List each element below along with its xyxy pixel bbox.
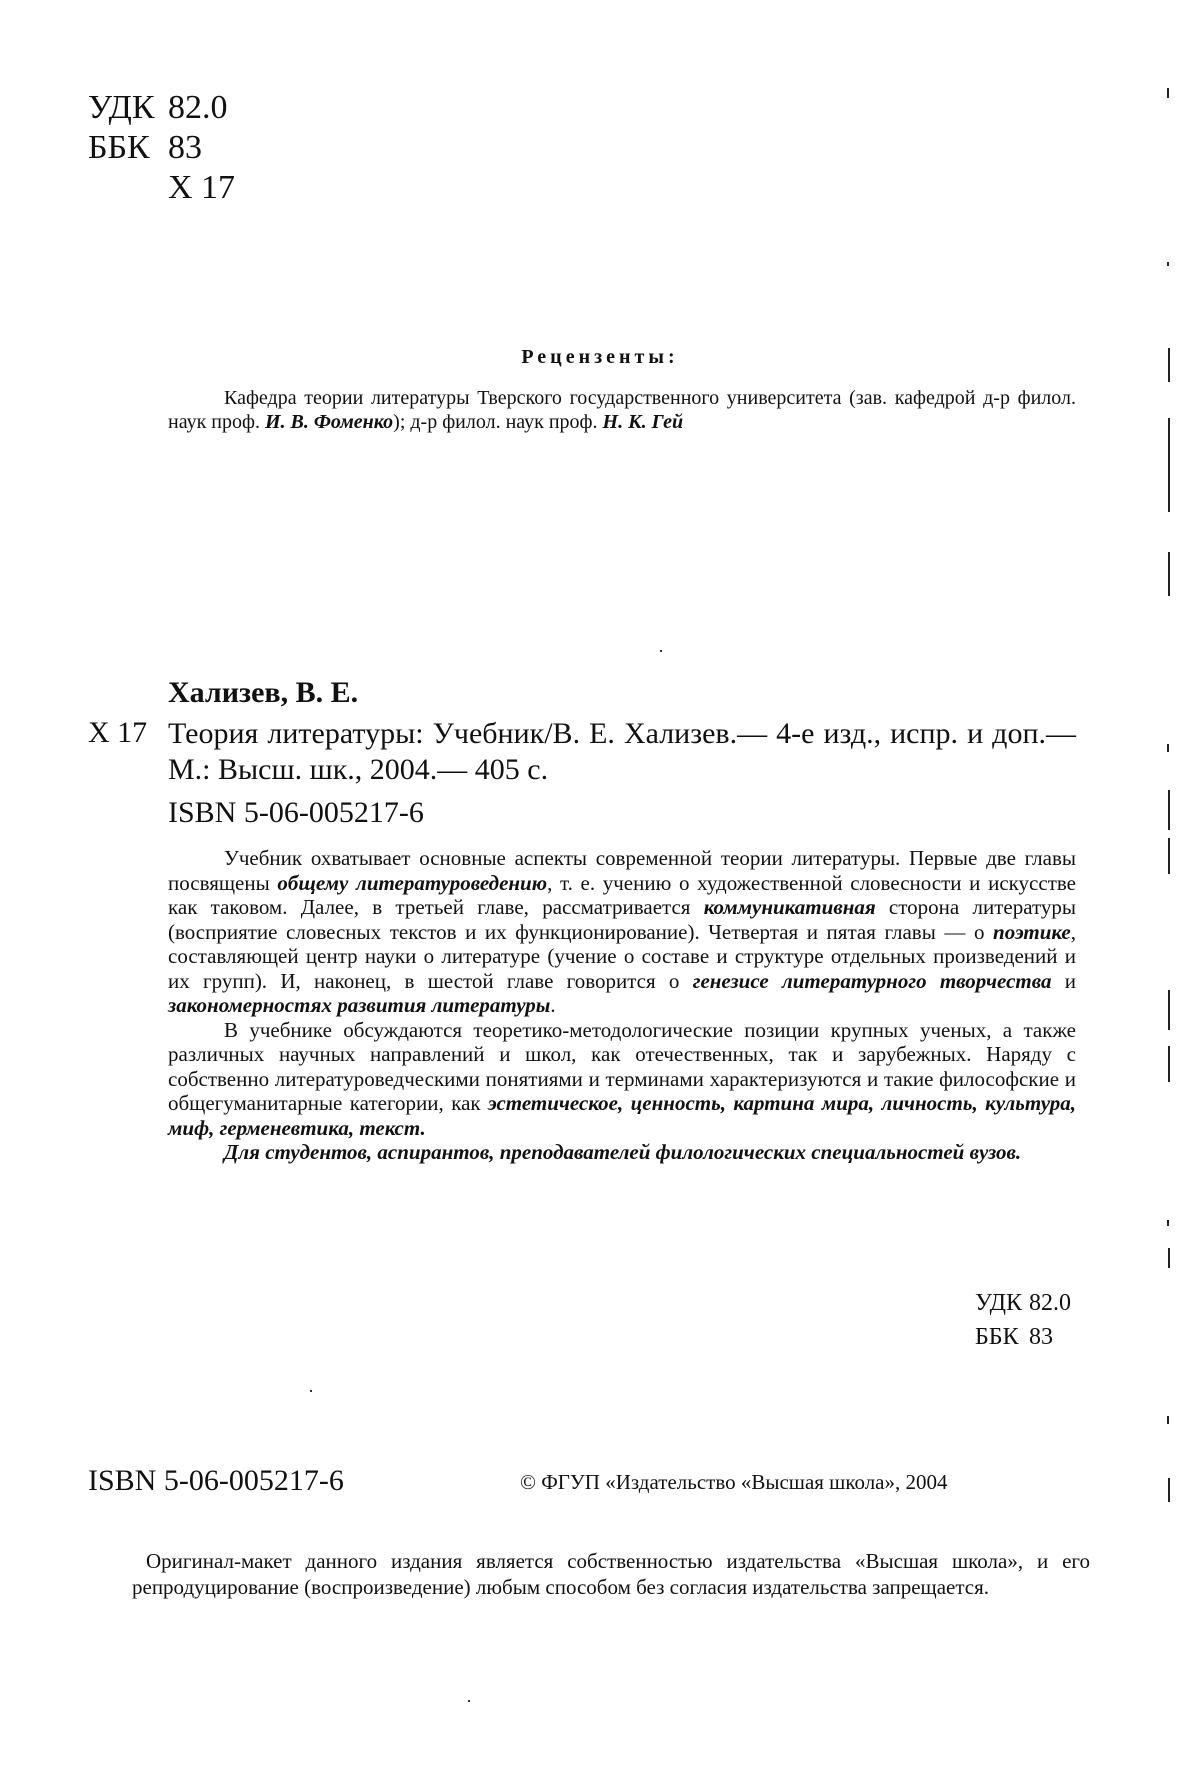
bbk-label-bottom: ББК — [975, 1324, 1019, 1350]
ann-p3-em: Для студентов, аспирантов, преподавателей филологических специальностей вузов. — [224, 1140, 1022, 1164]
ann-p1-em1: общему литературоведению — [277, 870, 548, 895]
ann-p1-a: Учебник охватывает основные аспекты современной теории литературы. Первые две главы посвящены — [168, 846, 1076, 895]
scan-mark — [1167, 262, 1169, 266]
scan-mark — [1168, 552, 1170, 596]
annotation-paragraph-3 — [168, 1140, 1076, 1165]
scan-mark — [1167, 88, 1169, 98]
scan-mark — [1168, 1046, 1170, 1082]
scan-mark — [1168, 838, 1170, 874]
bbk-label: ББК — [88, 129, 150, 166]
udk-row-bottom — [975, 1286, 1071, 1320]
ann-p1-em2: коммуникативная — [703, 895, 876, 919]
ann-p1-c: сторона литературы (восприятие словесных текстов и их функционирование). Четвертая и пятая главы — о — [168, 895, 1076, 944]
reviewer-name-2: Н. К. Гей — [602, 411, 684, 433]
udk-label-bottom: УДК — [975, 1290, 1022, 1316]
scan-mark — [1168, 1248, 1170, 1268]
scan-mark — [1168, 1478, 1170, 1502]
reviewers-title: Рецензенты: — [521, 346, 679, 368]
udk-value: 82.0 — [168, 89, 228, 126]
ann-p2-a: В учебнике обсуждаются теоретико-методологические позиции крупных ученых, а также различных научных направлений и школ, как отечественных, так и зарубежных. Наряду с собственно литературоведческими понятиями и терминами характеризуются и такие философские и общегуманитарные категории, как — [168, 1017, 1076, 1115]
book-title-line: Теория литературы: Учебник/В. Е. Хализев.— 4-е изд., испр. и доп.— М.: Высш. шк., 2004.— 405 с. — [168, 717, 1076, 786]
book-isbn: ISBN 5-06-005217-6 — [168, 796, 424, 829]
copyright-line: © ФГУП «Издательство «Высшая школа», 2004 — [520, 1470, 948, 1494]
ann-p2-em: эстетическое, ценность, картина мира, личность, культура, миф, герменевтика, текст. — [168, 1091, 1076, 1140]
scan-mark — [1167, 744, 1169, 752]
copyright-notice: Оригинал-макет данного издания является собственностью издательства «Высшая школа», и его репродуцирование (воспроизведение) любым способом без согласия издательства запрещается. — [132, 1549, 1090, 1599]
scan-dot — [310, 1390, 312, 1392]
reviewers-text — [168, 386, 1076, 434]
udk-row — [88, 88, 235, 128]
ann-p1-b: , т. е. учению о художественной словесности и искусстве как таковом. Далее, в третьей главе, рассматривается — [168, 870, 1076, 919]
scan-dot — [660, 650, 662, 652]
scan-mark — [1167, 1220, 1169, 1226]
ann-p1-em3: поэтике — [993, 919, 1071, 944]
reviewers-text-1: Кафедра теории литературы Тверского государственного университета (зав. кафедрой д-р филол. наук проф. — [168, 387, 1076, 433]
scan-mark — [1167, 1416, 1169, 1424]
annotation-paragraph-2 — [168, 1018, 1076, 1141]
ann-p1-em4: генезисе литературного творчества — [692, 968, 1052, 993]
scan-dot — [468, 1700, 470, 1702]
classification-codes — [88, 88, 235, 208]
bbk-value: 83 — [168, 129, 202, 166]
annotation-paragraph-1 — [168, 846, 1076, 1018]
ann-p1-d: , составляющей центр науки о литературе (учение о составе и структуре отдельных произведений и их групп). И, наконец, в шестой главе говорится о — [168, 919, 1076, 993]
author-mark-side: Х 17 — [88, 716, 148, 749]
footer-isbn: ISBN 5-06-005217-6 — [88, 1464, 344, 1497]
reviewers-text-2: ); д-р филол. наук проф. — [393, 411, 603, 433]
bbk-row — [88, 128, 235, 168]
annotation — [168, 846, 1076, 1165]
scan-mark — [1168, 990, 1170, 1030]
scan-mark — [1168, 418, 1170, 512]
scan-mark — [1168, 790, 1170, 830]
ann-p1-f: . — [550, 993, 556, 1017]
book-author: Хализев, В. Е. — [168, 676, 359, 709]
ann-p1-e: и — [1051, 968, 1076, 993]
bbk-value-bottom: 83 — [1029, 1324, 1053, 1350]
author-mark-top: Х 17 — [168, 169, 236, 206]
udk-value-bottom: 82.0 — [1029, 1290, 1071, 1316]
classification-codes-bottom — [975, 1286, 1071, 1354]
ann-p1-em5: закономерностях развития литературы — [168, 993, 551, 1017]
udk-label: УДК — [88, 89, 155, 126]
scan-mark — [1168, 348, 1170, 382]
bbk-row-bottom — [975, 1320, 1071, 1354]
reviewer-name-1: И. В. Фоменко — [264, 411, 394, 433]
